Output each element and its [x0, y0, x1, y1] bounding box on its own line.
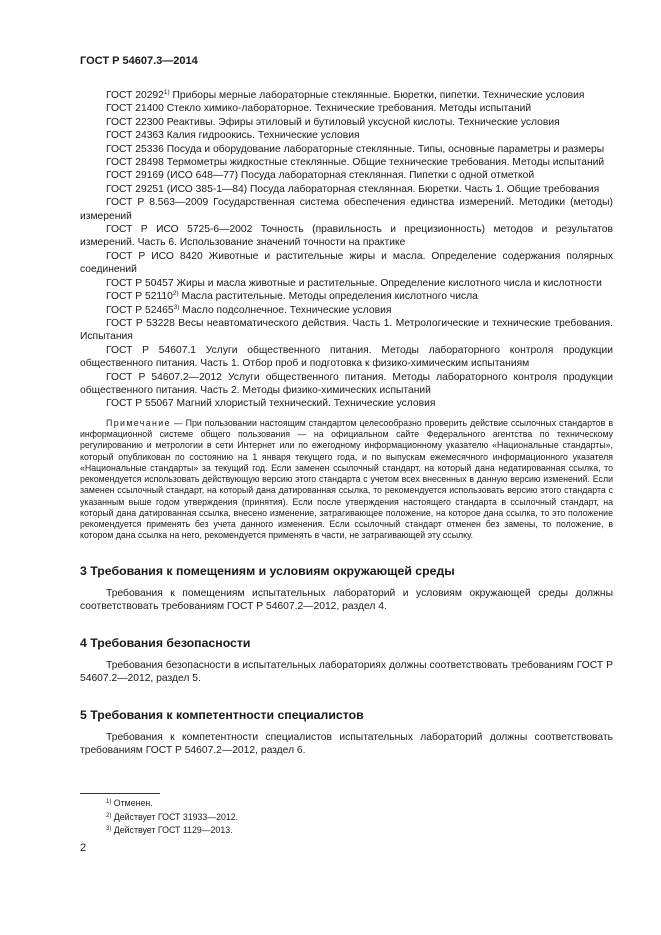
- reference-item: ГОСТ 29169 (ИСО 648—77) Посуда лабораторная стеклянная. Пипетки с одной отметкой: [106, 170, 535, 182]
- reference-item: ГОСТ 24363 Калия гидроокись. Технические условия: [106, 130, 360, 142]
- reference-item: ГОСТ 20292$^{1)}$ Приборы мерные лабораторные стеклянные. Бюретки, пипетки. Технические условия: [106, 89, 585, 101]
- references-list: [80, 89, 613, 411]
- reference-item: ГОСТ 28498 Термометры жидкостные стеклянные. Общие технические требования. Методы испытаний: [106, 157, 605, 169]
- page-content: [80, 89, 613, 758]
- reference-item: ГОСТ Р 8.563—2009 Государственная система обеспечения единства измерений. Методики (методы) измерений: [80, 197, 613, 222]
- reference-item: ГОСТ Р ИСО 5725-6—2002 Точность (правильность и прецизионность) методов и результатов измерений. Часть 6. Использование значений точности на практике: [80, 224, 613, 249]
- section-5-body: Требования к компетентности специалистов испытательных лабораторий должны соответствовать требованиям ГОСТ Р 54607.2—2012, раздел 6.: [80, 731, 613, 757]
- note-label: Примечание: [106, 417, 171, 428]
- document-header: ГОСТ Р 54607.3—2014: [80, 55, 198, 67]
- footnotes: [106, 797, 238, 838]
- reference-item: ГОСТ Р 50457 Жиры и масла животные и растительные. Определение кислотного числа и кислотности: [106, 277, 602, 289]
- note-text: — При пользовании настоящим стандартом целесообразно проверить действие ссылочных стандартов в информационной системе общего пользования — на официальном сайте Федерального агентства по техническому регулированию и метрологии в сети Интернет или по ежегодному информационному указателю «Национальные стандарты», который опубликован по состоянию на 1 января текущего года, и по выпускам ежемесячного информационного указателя «Национальные стандарты» за текущий год. Если заменен ссылочный стандарт, на который дана недатированная ссылка, то рекомендуется использовать действующую версию этого стандарта с учетом всех внесенных в данную версию изменений. Если заменен ссылочный стандарт, на который дана датированная ссылка, то рекомендуется использовать версию этого стандарта с указанным выше годом утверждения (принятия). Если после утверждения настоящего стандарта в ссылочный стандарт, на который дана датированная ссылка, внесено изменение, затрагивающее положение, на которое дана ссылка, то это положение рекомендуется применять без учета данного изменения. Если ссылочный стандарт отменен без замены, то положение, в котором дана ссылка на него, рекомендуется применять в части, не затрагивающей эту ссылку.: [80, 417, 613, 541]
- reference-item: ГОСТ Р 53228 Весы неавтоматического действия. Часть 1. Метрологические и технические требования. Испытания: [80, 317, 613, 343]
- section-4-title: 4 Требования безопасности: [80, 635, 251, 650]
- reference-item: ГОСТ Р ИСО 8420 Животные и растительные жиры и масла. Определение содержания полярных соединений: [80, 250, 613, 276]
- section-5-title: 5 Требования к компетентности специалистов: [80, 707, 364, 722]
- footnote-item: $^{1)}$ Отменен.: [106, 798, 153, 808]
- reference-item: ГОСТ Р 55067 Магний хлористый технический. Технические условия: [106, 398, 436, 410]
- section-4-body: Требования безопасности в испытательных лабораториях должны соответствовать требованиям ГОСТ Р 54607.2—2012, раздел 5.: [80, 659, 613, 685]
- reference-item: ГОСТ Р 54607.1 Услуги общественного питания. Методы лабораторного контроля продукции общественного питания. Часть 1. Отбор проб и подготовка к физико-химическим испытаниям: [80, 344, 613, 370]
- reference-item: ГОСТ 21400 Стекло химико-лабораторное. Технические требования. Методы испытаний: [106, 103, 532, 115]
- section-3-title: 3 Требования к помещениям и условиям окружающей среды: [80, 563, 455, 578]
- section-3-body: Требования к помещениям испытательных лабораторий и условиям окружающей среды должны соответствовать требованиям ГОСТ Р 54607.2—2012, раздел 4.: [80, 587, 613, 613]
- reference-item: ГОСТ Р 54607.2—2012 Услуги общественного питания. Методы лабораторного контроля продукции общественного питания. Часть 2. Методы физико-химических испытаний: [80, 371, 613, 396]
- footnote-item: $^{2)}$ Действует ГОСТ 31933—2012.: [106, 811, 239, 822]
- footnote-item: $^{3)}$ Действует ГОСТ 1129—2013.: [106, 825, 233, 835]
- reference-item: ГОСТ Р 52465$^{3)}$ Масло подсолнечное. Технические условия: [106, 303, 392, 316]
- page-number: 2: [80, 842, 87, 854]
- reference-item: ГОСТ 25336 Посуда и оборудование лабораторные стеклянные. Типы, основные параметры и размеры: [106, 143, 605, 155]
- reference-item: ГОСТ 22300 Реактивы. Эфиры этиловый и бутиловый уксусной кислоты. Технические условия: [106, 116, 560, 128]
- note-paragraph: [80, 418, 613, 542]
- footnote-divider: [80, 793, 160, 794]
- reference-item: ГОСТ Р 52110$^{2)}$ Масла растительные. Методы определения кислотного числа: [106, 290, 478, 303]
- reference-item: ГОСТ 29251 (ИСО 385-1—84) Посуда лабораторная стеклянная. Бюретки. Часть 1. Общие требования: [106, 183, 600, 195]
